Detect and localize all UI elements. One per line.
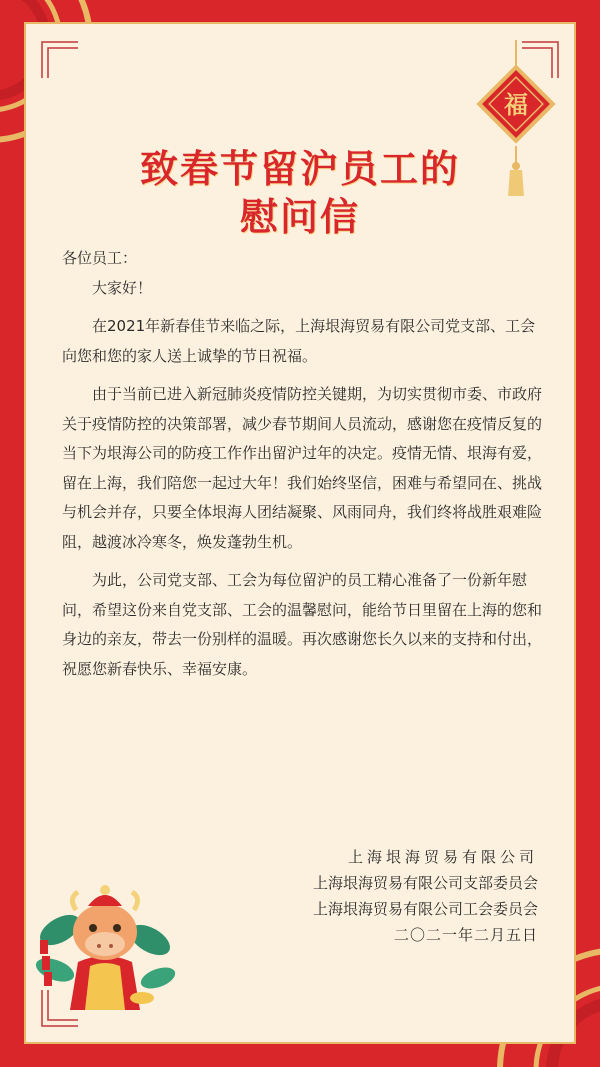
page-title-line-1: 致春节留沪员工的	[139, 147, 460, 191]
top-left-corner-pattern	[40, 40, 80, 80]
signature-union: 上海垠海贸易有限公司工会委员会	[312, 900, 538, 918]
letter-body	[62, 312, 542, 693]
signature-company: 上海垠海贸易有限公司	[347, 848, 538, 866]
ox-mascot-icon	[30, 870, 180, 1020]
fu-character: 福	[504, 90, 528, 119]
letter-paragraph-3: 为此，公司党支部、工会为每位留沪的员工精心准备了一份新年慰问，希望这份来自党支部、工会的温馨慰问，能给节日里留在上海的您和身边的亲友，带去一份别样的温暖。再次感谢您长久以来的支持和付出，祝愿您新春快乐、幸福安康。	[62, 571, 543, 678]
letter-greeting: 大家好！	[92, 279, 153, 297]
page-title-line-2: 慰问信	[239, 195, 360, 239]
letter-paragraph-1: 在2021年新春佳节来临之际，上海垠海贸易有限公司党支部、工会向您和您的家人送上诚挚的节日祝福。	[62, 317, 536, 365]
signature-party-branch: 上海垠海贸易有限公司支部委员会	[312, 874, 538, 892]
signature-date: 二〇二一年二月五日	[393, 926, 538, 944]
letter-salutation: 各位员工：	[62, 249, 138, 267]
letter-paragraph-2: 由于当前已进入新冠肺炎疫情防控关键期，为切实贯彻市委、市政府关于疫情防控的决策部署，减少春节期间人员流动，感谢您在疫情反复的当下为垠海公司的防疫工作作出留沪过年的决定。疫情无情、垠海有爱，留在上海，我们陪您一起过大年！我们始终坚信，困难与希望同在、挑战与机会并存，只要全体垠海人团结凝聚、风雨同舟，我们终将战胜艰难险阻，越渡冰冷寒冬，焕发蓬勃生机。	[62, 385, 543, 551]
